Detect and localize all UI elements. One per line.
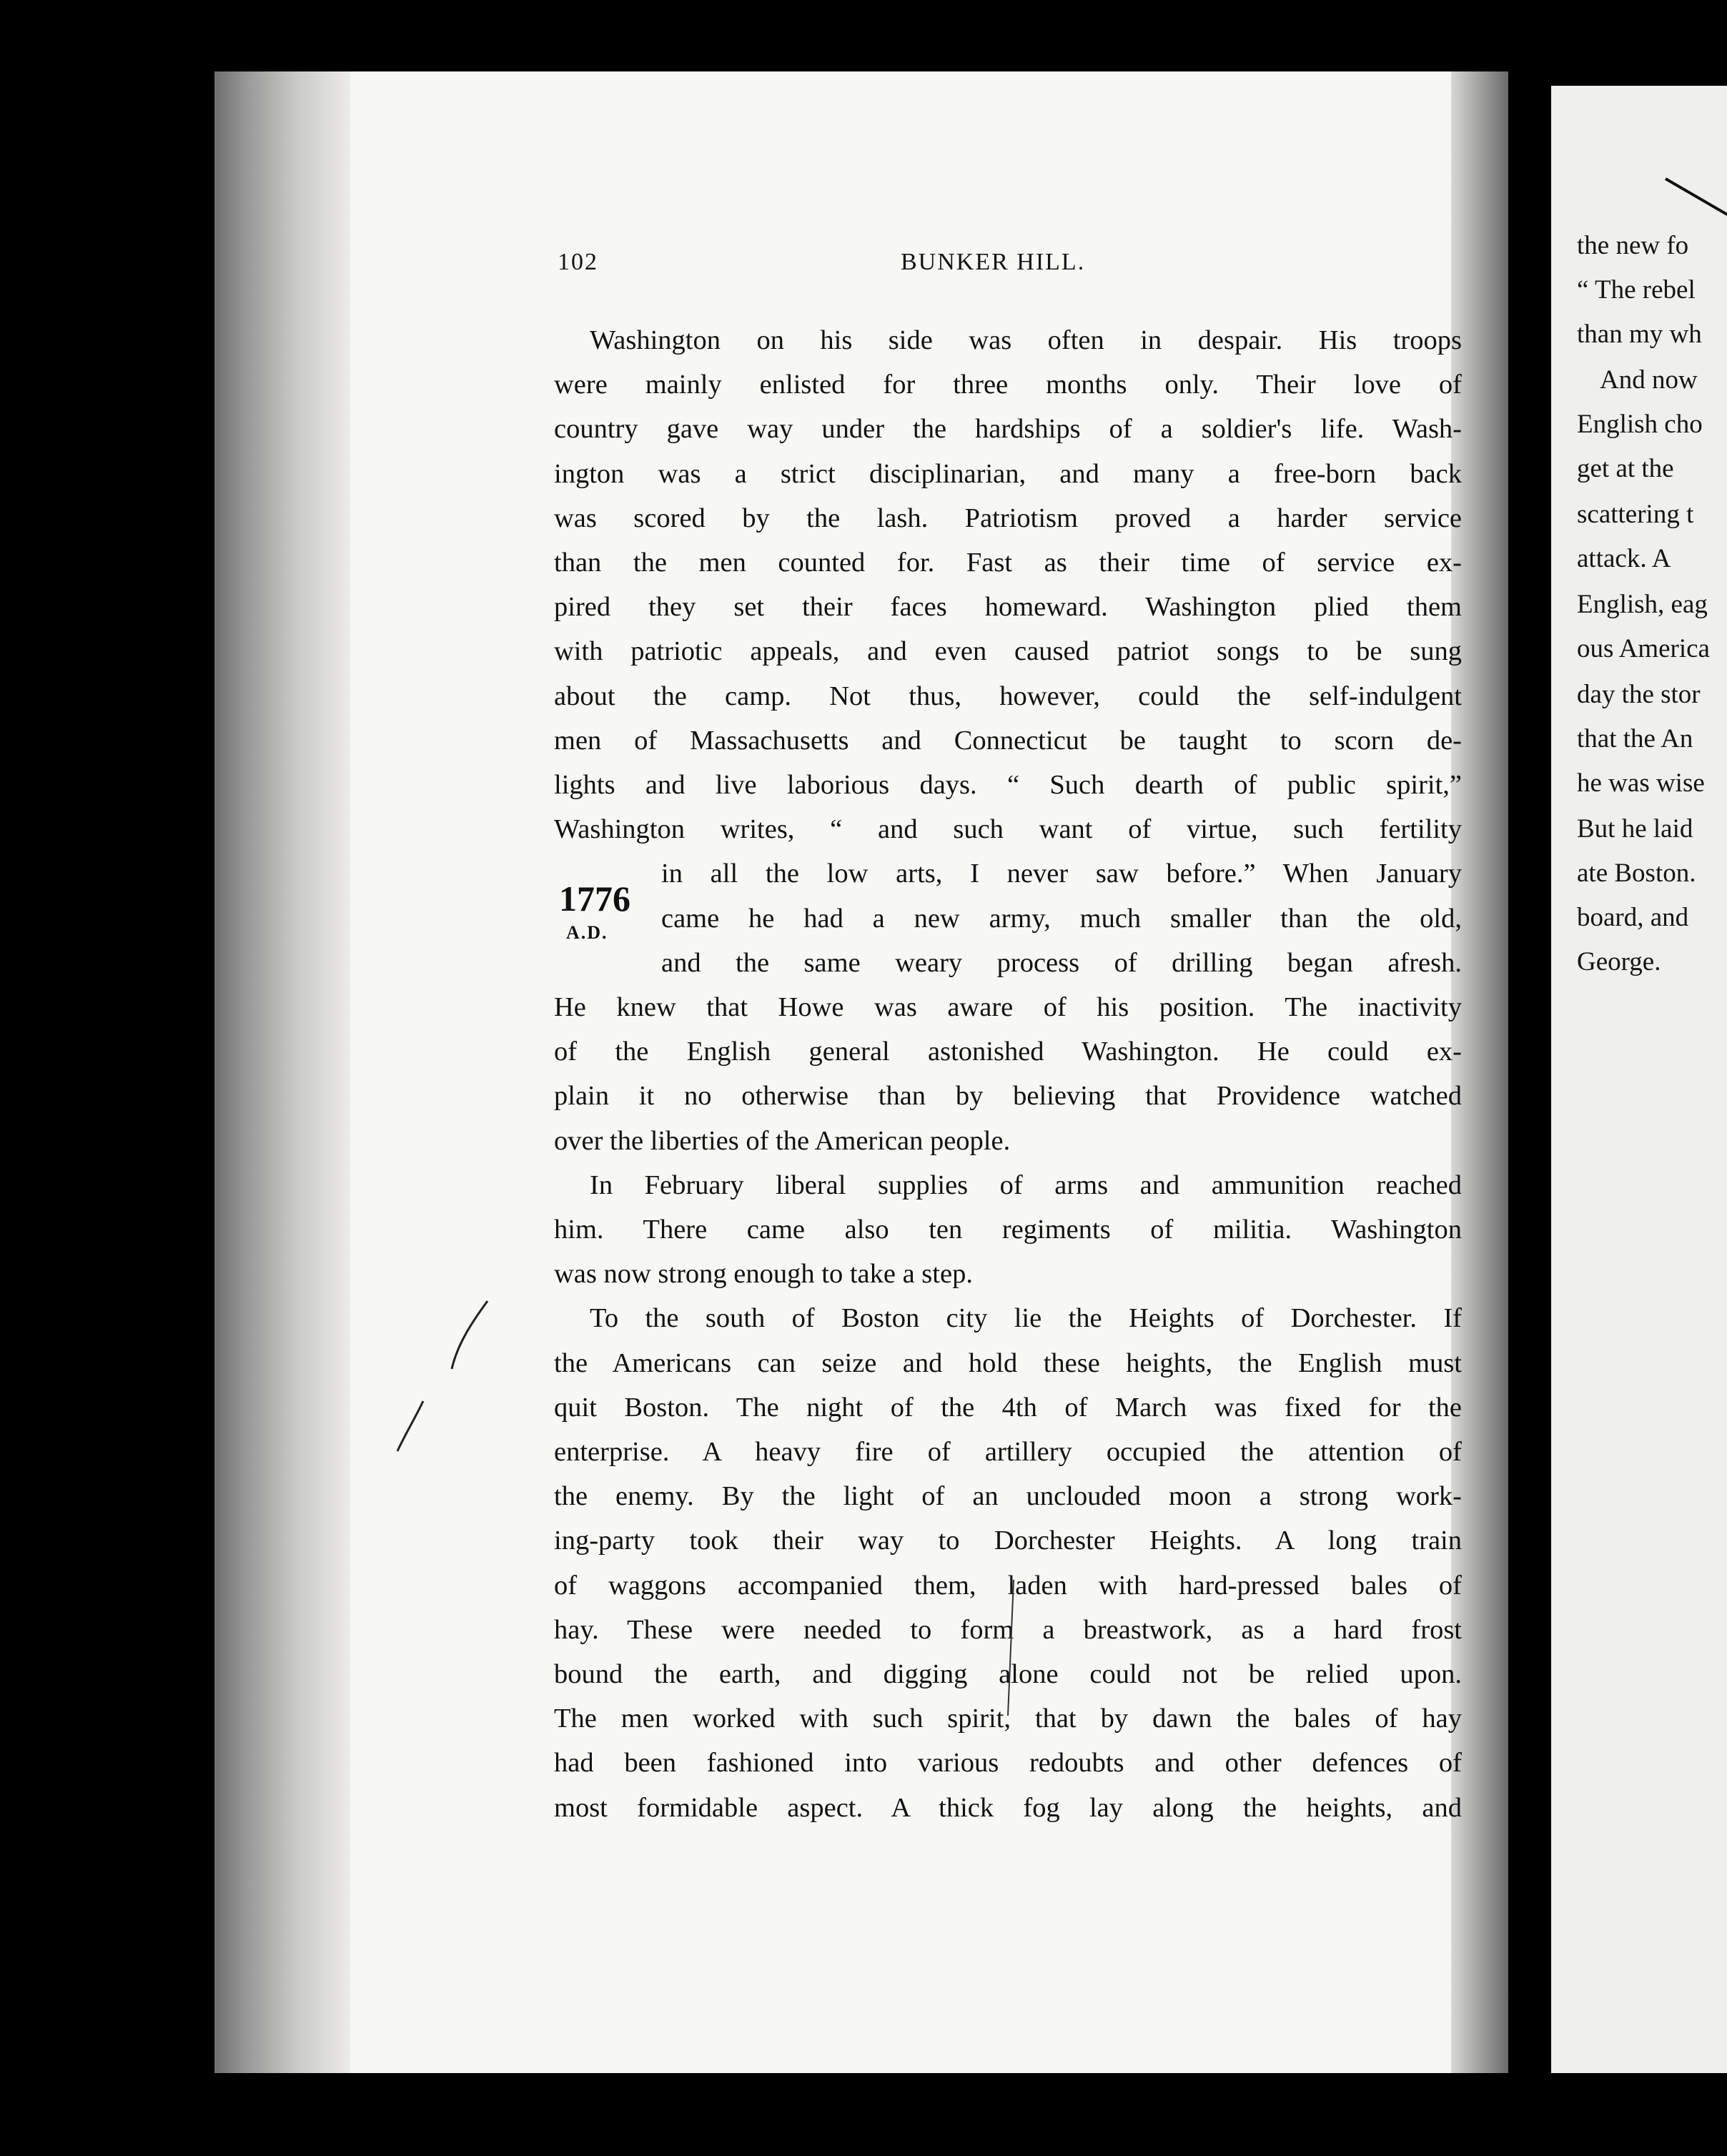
text-line: than the men counted for. Fast as their time of service ex-	[554, 548, 1462, 578]
facing-page-line: ate Boston.	[1577, 859, 1696, 888]
facing-page-line: scattering t	[1577, 500, 1694, 529]
text-line: pired they set their faces homeward. Washington plied them	[554, 592, 1462, 623]
text-line: ington was a strict disciplinarian, and many a free-born back	[554, 458, 1462, 489]
text-line: the Americans can seize and hold these heights, the English must	[554, 1348, 1462, 1378]
text-line: enterprise. A heavy fire of artillery occupied the attention of	[554, 1437, 1462, 1467]
marginal-year: 1776	[559, 879, 630, 919]
text-line: plain it no otherwise than by believing that Providence watched	[554, 1081, 1462, 1112]
facing-page-line: ous America	[1577, 634, 1710, 663]
facing-page-line: English, eag	[1577, 590, 1708, 619]
text-line: of the English general astonished Washington. He could ex-	[554, 1037, 1462, 1067]
text-line: and the same weary process of drilling began afresh.	[661, 947, 1462, 978]
facing-page-line: than my wh	[1577, 320, 1702, 349]
facing-page-line: board, and	[1577, 903, 1689, 932]
facing-page-line: George.	[1577, 947, 1661, 976]
text-line: over the liberties of the American people.	[554, 1125, 1011, 1156]
text-line: To the south of Boston city lie the Heights of Dorchester. If	[590, 1303, 1462, 1334]
text-line: Washington writes, “ and such want of virtue, such fertility	[554, 814, 1462, 845]
page-number: 102	[558, 249, 598, 275]
text-line: Washington on his side was often in despair. His troops	[590, 325, 1462, 355]
facing-page-line: that the An	[1577, 724, 1693, 753]
text-line: men of Massachusetts and Connecticut be taught to scorn de-	[554, 725, 1462, 756]
facing-page-line: he was wise	[1577, 768, 1705, 798]
text-line: He knew that Howe was aware of his position. The inactivity	[554, 992, 1462, 1022]
text-line: ing-party took their way to Dorchester Heights. A long train	[554, 1525, 1462, 1556]
text-line: came he had a new army, much smaller than the old,	[661, 903, 1462, 934]
facing-page-line: And now	[1600, 365, 1698, 395]
text-line: had been fashioned into various redoubts and other defences of	[554, 1748, 1462, 1779]
facing-page-line: the new fo	[1577, 231, 1689, 260]
text-line: about the camp. Not thus, however, could the self-indulgent	[554, 681, 1462, 711]
facing-page-line: English cho	[1577, 410, 1703, 439]
running-title: BUNKER HILL.	[901, 249, 1086, 275]
text-line: him. There came also ten regiments of militia. Washington	[554, 1215, 1462, 1245]
facing-page-line: “ The rebel	[1577, 275, 1696, 305]
text-line: country gave way under the hardships of a soldier's life. Wash-	[554, 414, 1462, 445]
text-line: bound the earth, and digging alone could not be relied upon.	[554, 1659, 1462, 1689]
text-line: most formidable aspect. A thick fog lay along the heights, and	[554, 1792, 1462, 1823]
facing-page-line: attack. A	[1577, 544, 1671, 573]
text-line: were mainly enlisted for three months only. Their love of	[554, 370, 1462, 400]
facing-page-line: get at the	[1577, 454, 1674, 483]
text-line: hay. These were needed to form a breastwork, as a hard frost	[554, 1614, 1462, 1645]
text-line: with patriotic appeals, and even caused patriot songs to be sung	[554, 636, 1462, 667]
marginal-era: A.D.	[566, 922, 608, 943]
text-line: was now strong enough to take a step.	[554, 1259, 973, 1290]
text-line: of waggons accompanied them, laden with hard-pressed bales of	[554, 1570, 1462, 1601]
text-line: quit Boston. The night of the 4th of March was fixed for the	[554, 1392, 1462, 1423]
text-line: the enemy. By the light of an unclouded moon a strong work-	[554, 1481, 1462, 1512]
text-line: was scored by the lash. Patriotism proved a harder service	[554, 503, 1462, 533]
facing-page-line: But he laid	[1577, 814, 1693, 844]
text-line: The men worked with such spirit, that by dawn the bales of hay	[554, 1703, 1462, 1734]
text-line: lights and live laborious days. “ Such dearth of public spirit,”	[554, 770, 1462, 800]
text-line: In February liberal supplies of arms and ammunition reached	[590, 1170, 1462, 1200]
facing-page-line: day the stor	[1577, 680, 1701, 709]
text-line: in all the low arts, I never saw before.” When January	[661, 859, 1462, 889]
